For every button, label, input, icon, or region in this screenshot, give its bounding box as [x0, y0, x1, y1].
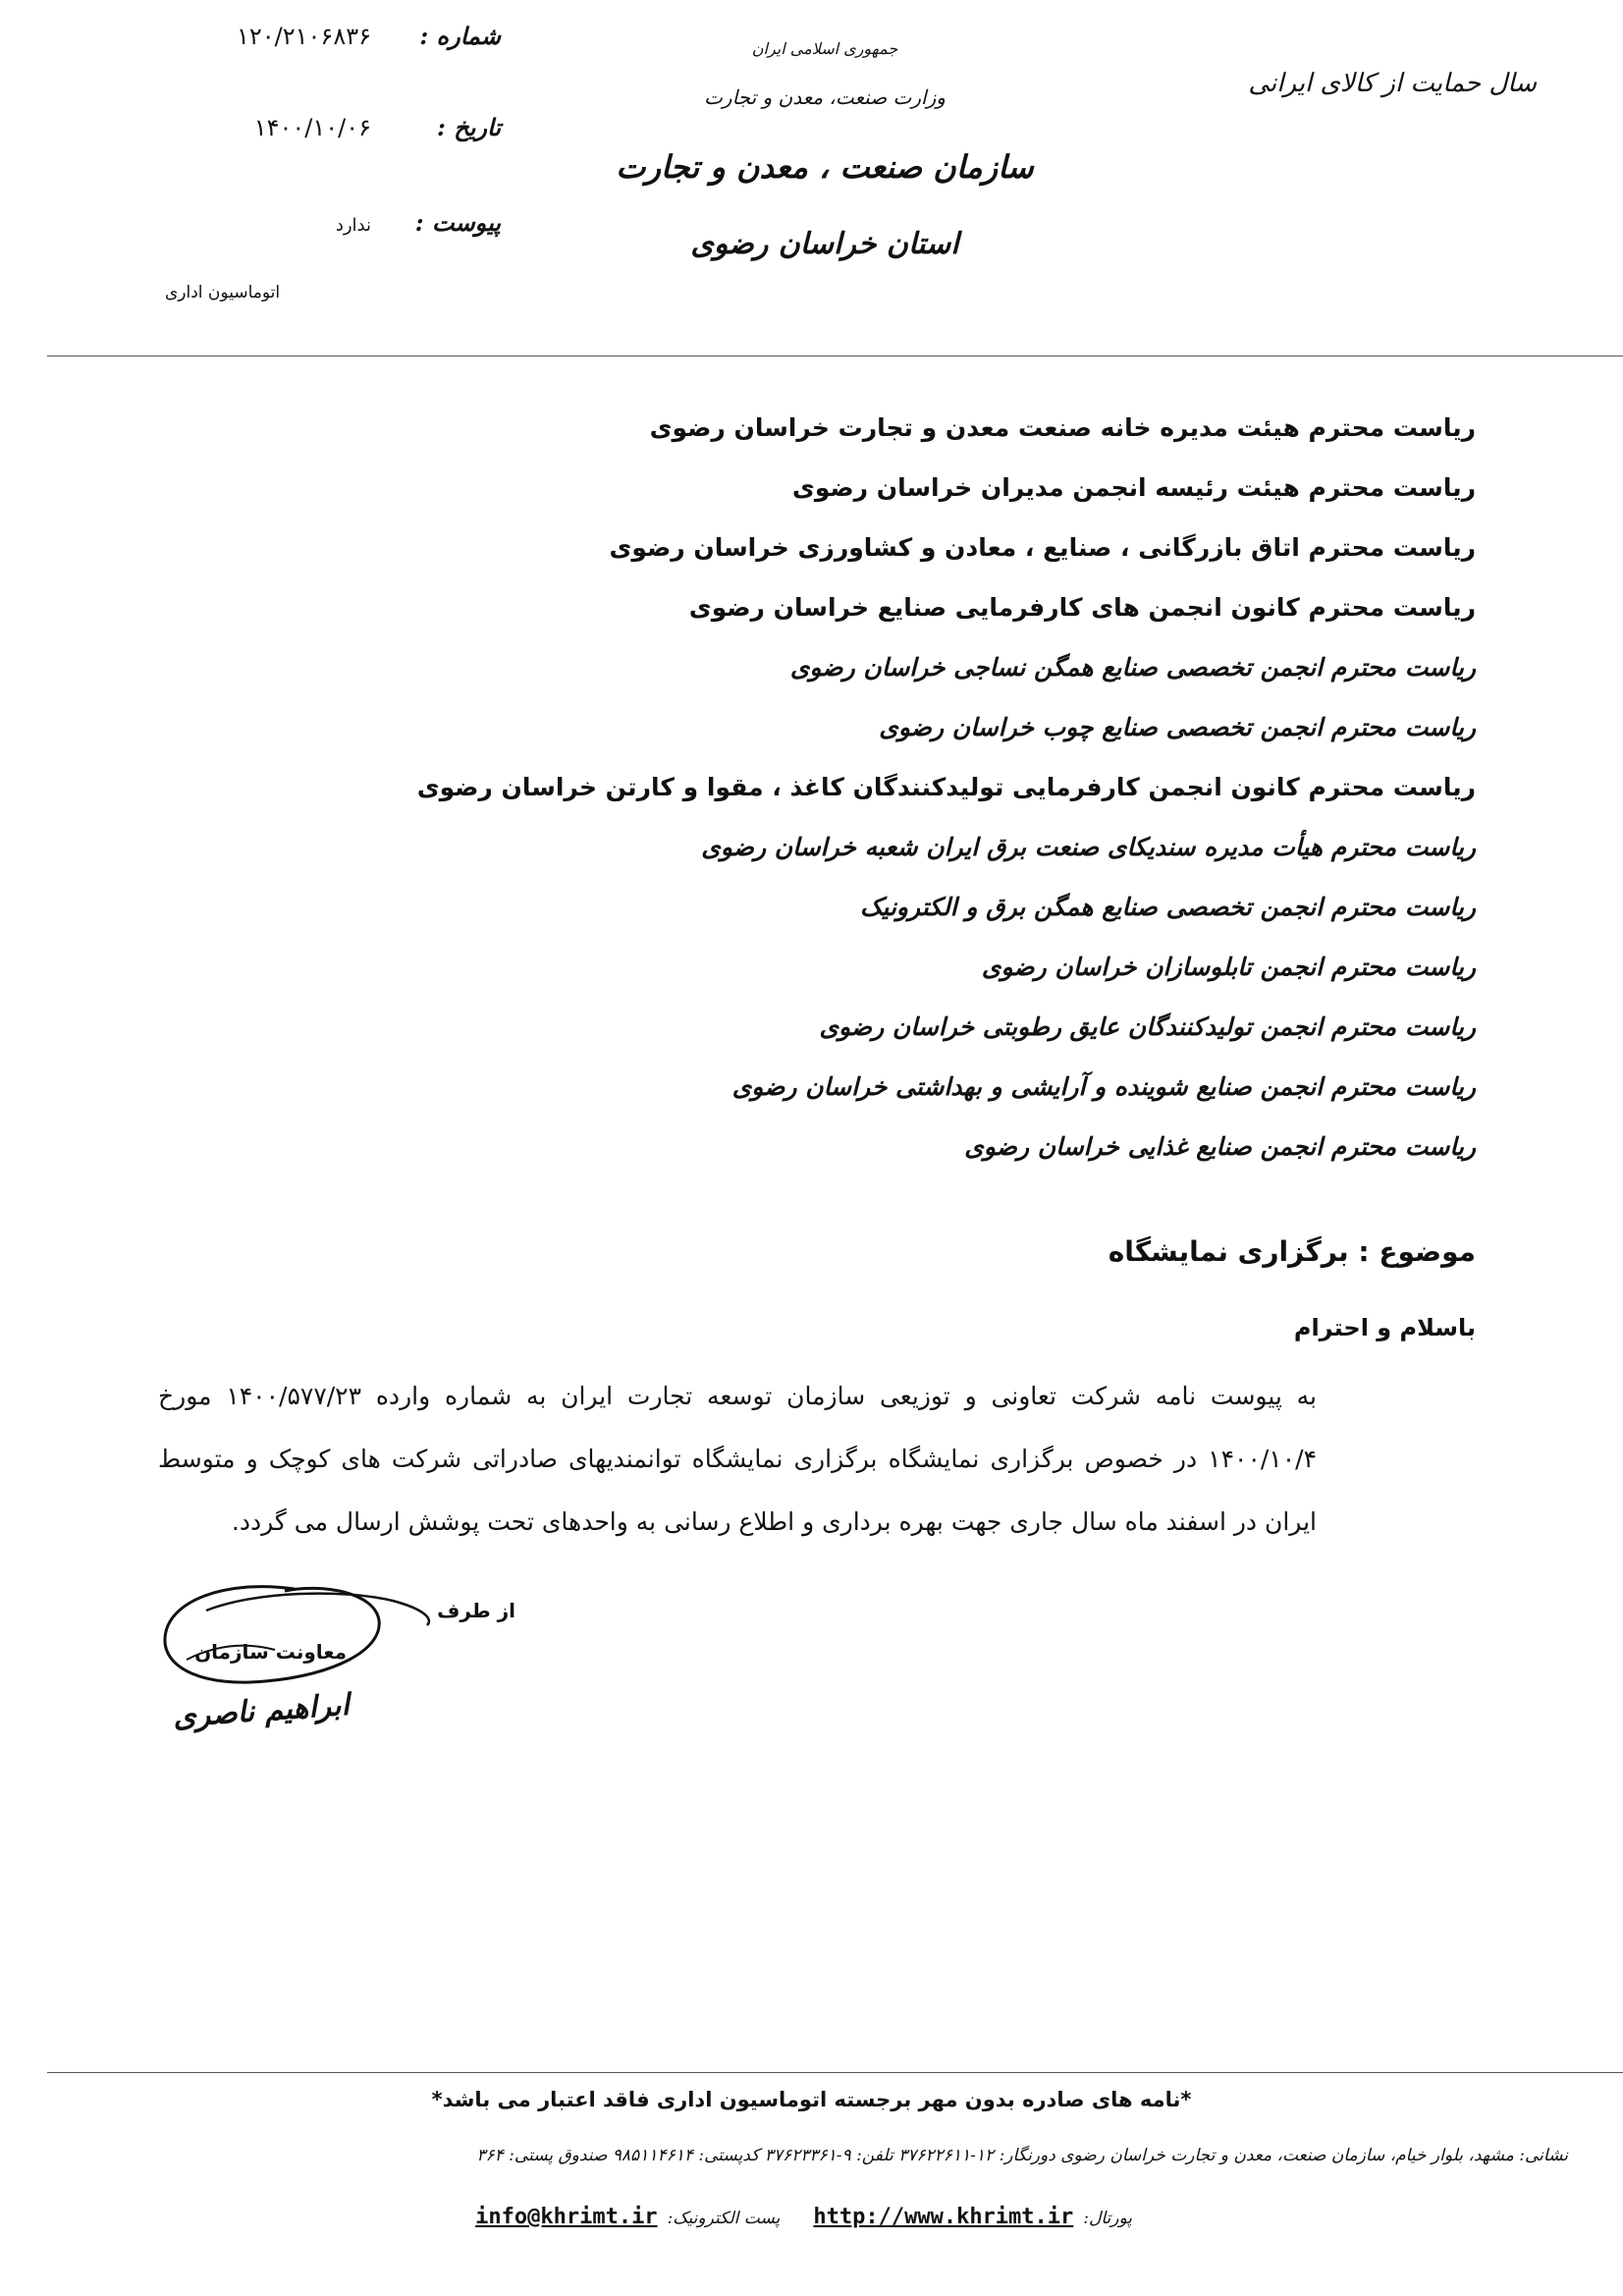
- recipient-item: ریاست محترم انجمن تابلوسازان خراسان رضوی: [981, 953, 1476, 981]
- recipient-item: ریاست محترم انجمن تخصصی صنایع همگن برق و الکترونیک: [860, 893, 1476, 921]
- letter-date-row: [147, 113, 501, 141]
- signatory-name: ابراهیم ناصری: [171, 1687, 351, 1735]
- recipient-item: ریاست محترم انجمن تخصصی صنایع چوب خراسان رضوی: [879, 713, 1476, 741]
- salutation: باسلام و احترام: [1293, 1314, 1476, 1341]
- recipient-item: ریاست محترم کانون انجمن های کارفرمایی صنایع خراسان رضوی: [688, 593, 1476, 622]
- website-label: پورتال:: [1083, 2209, 1132, 2228]
- letter-number-row: [147, 22, 501, 50]
- letter-date-label: تاریخ :: [437, 113, 501, 141]
- recipient-item: ریاست محترم هیئت رئیسه انجمن مدیران خراسان رضوی: [791, 473, 1476, 502]
- website-link[interactable]: http://www.khrimt.ir: [813, 2205, 1074, 2229]
- automation-label: اتوماسیون اداری: [165, 283, 281, 302]
- ministry-title: وزارت صنعت، معدن و تجارت: [704, 85, 946, 109]
- recipient-item: ریاست محترم هیأت مدیره سندیکای صنعت برق ایران شعبه خراسان رضوی: [701, 833, 1476, 861]
- letterhead: [550, 39, 1100, 261]
- signature-deputy-label: معاونت سازمان: [194, 1640, 347, 1664]
- letter-number-label: شماره :: [419, 22, 501, 50]
- email-link[interactable]: info@khrimt.ir: [475, 2205, 658, 2229]
- recipient-item: ریاست محترم اتاق بازرگانی ، صنایع ، معادن و کشاورزی خراسان رضوی: [609, 533, 1476, 562]
- year-slogan: سال حمایت از کالای ایرانی: [1248, 69, 1537, 98]
- letter-date-value: ۱۴۰۰/۱۰/۰۶: [253, 114, 371, 141]
- footer-links: [475, 2205, 1132, 2229]
- letter-number-value: ۱۲۰/۲۱۰۶۸۳۶: [237, 23, 371, 50]
- recipient-item: ریاست محترم کانون انجمن کارفرمایی تولیدکنندگان کاغذ ، مقوا و کارتن خراسان رضوی: [416, 773, 1476, 801]
- letter-subject: موضوع : برگزاری نمایشگاه: [1108, 1235, 1476, 1268]
- validity-note: *نامه های صادره بدون مهر برجسته اتوماسیون اداری فاقد اعتبار می باشد*: [431, 2088, 1192, 2111]
- footer-divider: [47, 2072, 1623, 2073]
- email-label: پست الکترونیک:: [667, 2209, 781, 2228]
- republic-title: جمهوری اسلامی ایران: [751, 39, 898, 58]
- header-divider: [47, 355, 1623, 356]
- letter-attachment-label: پیوست :: [414, 208, 501, 237]
- letter-attachment-value: ندارد: [335, 215, 371, 236]
- recipient-item: ریاست محترم انجمن صنایع غذایی خراسان رضوی: [964, 1132, 1476, 1161]
- signature-from-label: از طرف: [437, 1599, 515, 1622]
- recipient-item: ریاست محترم انجمن تخصصی صنایع همگن نساجی خراسان رضوی: [789, 653, 1476, 682]
- recipient-list: [62, 398, 1476, 1176]
- handwritten-signature: [147, 1571, 442, 1709]
- recipient-item: ریاست محترم انجمن تولیدکنندگان عایق رطوبتی خراسان رضوی: [819, 1012, 1476, 1041]
- recipient-item: ریاست محترم هیئت مدیره خانه صنعت معدن و تجارت خراسان رضوی: [649, 413, 1476, 442]
- letter-attachment-row: [147, 208, 501, 237]
- organization-title: سازمان صنعت ، معدن و تجارت: [616, 148, 1034, 186]
- province-title: استان خراسان رضوی: [690, 227, 959, 261]
- letter-body: به پیوست نامه شرکت تعاونی و توزیعی سازمان توسعه تجارت ایران به شماره وارده ۱۴۰۰/۵۷۷/۲۳ مورخ ۱۴۰۰/۱۰/۴ در خصوص برگزاری نمایشگاه برگزاری نمایشگاه توانمندیهای صادراتی شرکت های کوچک و متوسط ایران در اسفند ماه سال جاری جهت بهره برداری و اطلاع رسانی به واحدهای تحت پوشش ارسال می گردد.: [158, 1382, 1318, 1536]
- contact-address: نشانی: مشهد، بلوار خیام، سازمان صنعت، معدن و تجارت خراسان رضوی دورنگار: ۱۲-۳۷۶۲۲۶۱۱ تلفن: ۹-۳۷۶۲۳۳۶۱ کدپستی: ۹۸۵۱۱۴۶۱۴ صندوق پستی: ۳۶۴: [476, 2146, 1568, 2165]
- recipient-item: ریاست محترم انجمن صنایع شوینده و آرایشی و بهداشتی خراسان رضوی: [731, 1072, 1476, 1101]
